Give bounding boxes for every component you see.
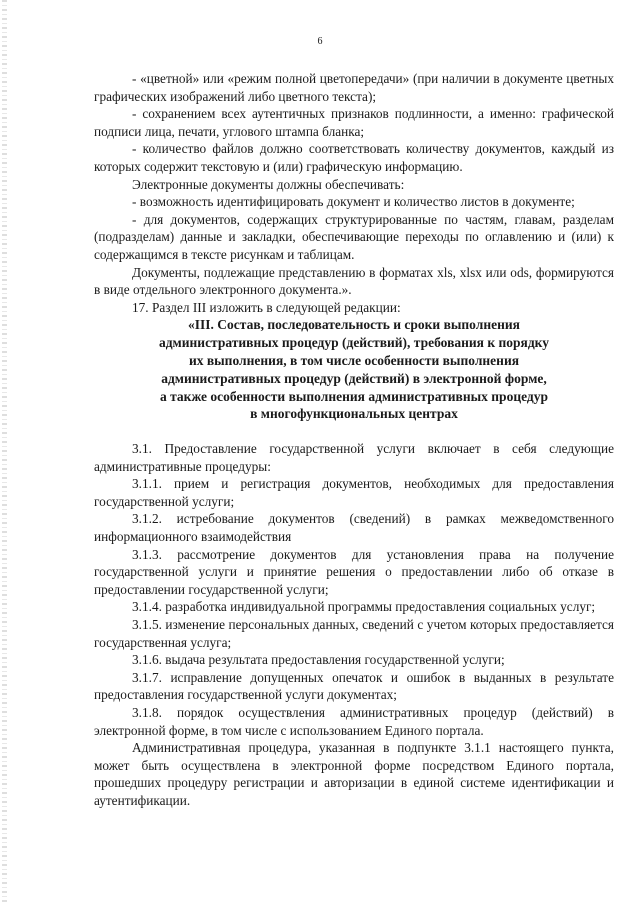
heading-line: в многофункциональных центрах [250, 406, 458, 422]
section-heading [94, 316, 614, 423]
page-number: 6 [317, 36, 323, 47]
paragraph-color-mode: - «цветной» или «режим полной цветопередачи» (при наличии в документе цветных графических изображений либо цветного текста); [94, 71, 614, 104]
paragraph-file-count: - количество файлов должно соответствовать количеству документов, каждый из которых содержит текстовую и (или) графическую информацию. [94, 141, 614, 174]
document-body [94, 70, 614, 810]
paragraph-electronic-docs-intro: Электронные документы должны обеспечивать: [132, 176, 405, 192]
paragraph-formats: Документы, подлежащие представлению в форматах xls, xlsx или ods, формируются в виде отдельного электронного документа.». [94, 264, 614, 298]
paragraph-identify-document: - возможность идентифицировать документ и количество листов в документе; [132, 194, 575, 210]
heading-line: административных процедур (действий), требования к порядку [158, 335, 550, 351]
heading-spacer [94, 423, 614, 440]
heading-line: административных процедур (действий) в электронной форме, [161, 370, 547, 386]
paragraph-3-1-6: 3.1.6. выдача результата предоставления государственной услуги; [132, 652, 505, 668]
paragraph-3-1-5: 3.1.5. изменение персональных данных, сведений с учетом которых предоставляется государственная услуга; [94, 617, 614, 650]
paragraph-3-1: 3.1. Предоставление государственной услуги включает в себя следующие административные процедуры: [94, 441, 614, 474]
paragraph-3-1-7: 3.1.7. исправление допущенных опечаток и ошибок в выданных в результате предоставления государственной услуги документах; [94, 669, 614, 703]
paragraph-authenticity: - сохранением всех аутентичных признаков подлинности, а именно: графической подписи лица, печати, углового штампа бланка; [94, 106, 614, 139]
paragraph-administrative-procedure: Административная процедура, указанная в подпункте 3.1.1 настоящего пункта, может быть осуществлена в электронной форме посредством Единого портала, прошедших процедуру регистрации и авторизации в единой системе идентификации и аутентификации. [94, 740, 614, 808]
paragraph-3-1-1: 3.1.1. прием и регистрация документов, необходимых для предоставления государственной услуги; [94, 476, 614, 509]
paragraph-structured-documents: - для документов, содержащих структурированные по частям, главам, разделам (подразделам) данные и закладки, обеспечивающие переходы по оглавлению и (или) к содержащимся в тексте рисункам и таблицам. [94, 211, 614, 262]
paragraph-3-1-2: 3.1.2. истребование документов (сведений) в рамках межведомственного информационного взаимодействия [94, 511, 614, 545]
paragraph-3-1-3: 3.1.3. рассмотрение документов для установления права на получение государственной услуги и принятие решения о предоставлении либо об отказе в предоставлении государственной услуги; [94, 546, 614, 597]
heading-line: «III. Состав, последовательность и сроки выполнения [188, 317, 520, 333]
scan-edge-artifact [2, 0, 7, 905]
paragraph-3-1-8: 3.1.8. порядок осуществления административных процедур (действий) в электронной форме, в том числе с использованием Единого портала. [94, 705, 614, 738]
heading-line: их выполнения, в том числе особенности выполнения [188, 352, 520, 368]
paragraph-3-1-4: 3.1.4. разработка индивидуальной программы предоставления социальных услуг; [132, 599, 596, 615]
heading-line: а также особенности выполнения административных процедур [160, 388, 548, 404]
paragraph-item-17: 17. Раздел III изложить в следующей редакции: [132, 299, 401, 315]
